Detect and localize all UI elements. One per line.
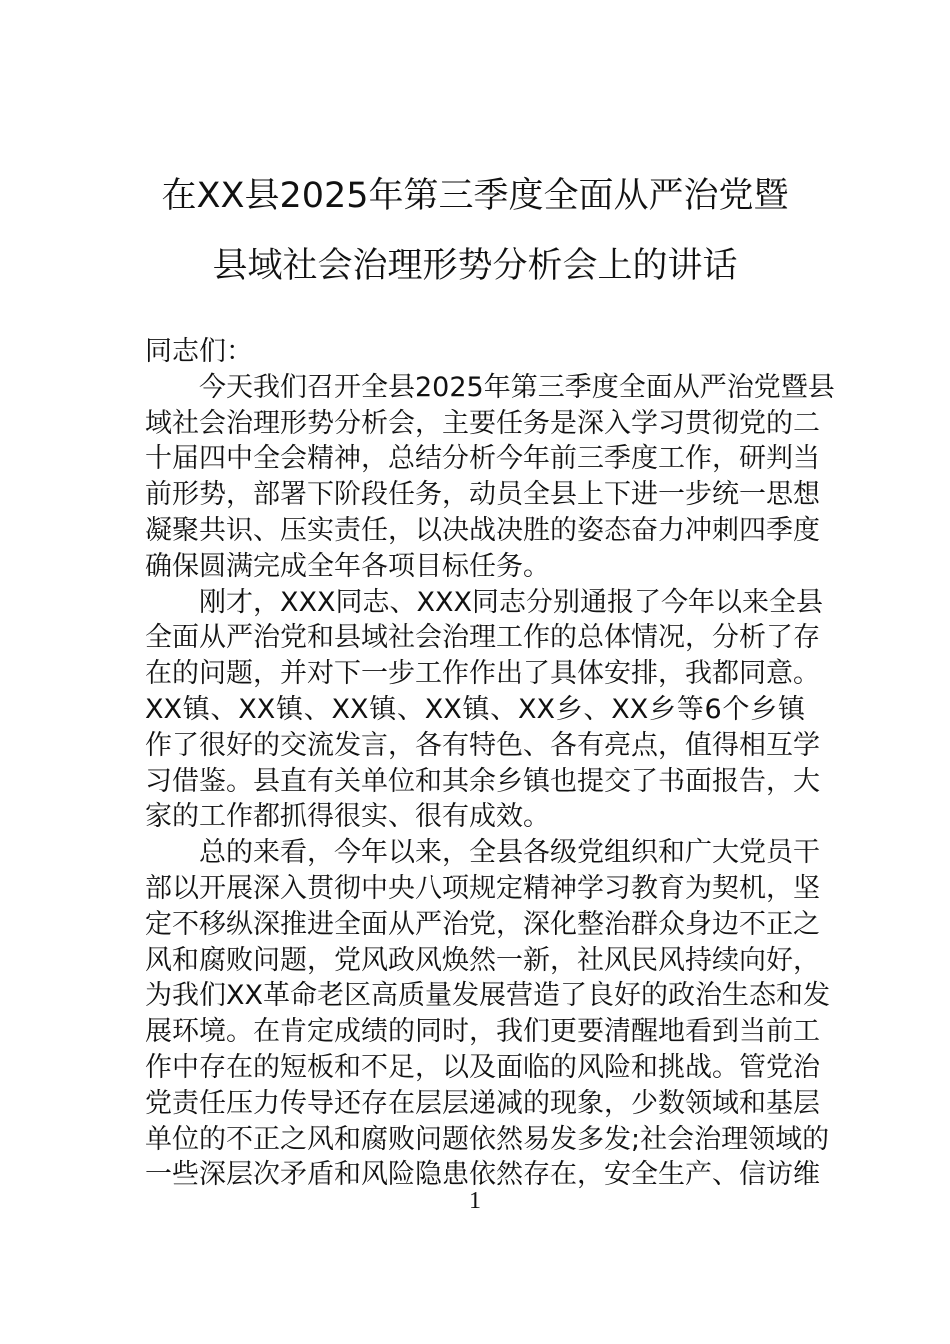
paragraph-line: 党责任压力传导还存在层层递减的现象，少数领域和基层 (145, 1087, 820, 1119)
paragraph-line: 域社会治理形势分析会，主要任务是深入学习贯彻党的二 (145, 407, 820, 439)
paragraph-line: 部以开展深入贯彻中央八项规定精神学习教育为契机，坚 (145, 872, 820, 904)
document-body (145, 334, 835, 1193)
page-number: 1 (469, 1188, 481, 1214)
paragraph-line: 在的问题，并对下一步工作作出了具体安排，我都同意。 (145, 658, 820, 690)
paragraph-line: 刚才，XXX同志、XXX同志分别通报了今年以来全县 (199, 586, 823, 618)
paragraph-line: 习借鉴。县直有关单位和其余乡镇也提交了书面报告，大 (145, 765, 820, 797)
document-title-line-2: 县域社会治理形势分析会上的讲话 (212, 246, 738, 286)
paragraph-line: 一些深层次矛盾和风险隐患依然存在，安全生产、信访维 (145, 1159, 820, 1191)
paragraph-line: 为我们XX革命老区高质量发展营造了良好的政治生态和发 (145, 980, 830, 1012)
paragraph-line: 前形势，部署下阶段任务，动员全县上下进一步统一思想 (145, 479, 820, 511)
paragraph-line: 今天我们召开全县2025年第三季度全面从严治党暨县 (199, 371, 835, 403)
paragraph-line: 总的来看，今年以来，全县各级党组织和广大党员干 (199, 837, 820, 869)
paragraph-line: 风和腐败问题，党风政风焕然一新，社风民风持续向好， (145, 944, 820, 976)
paragraph-line: 凝聚共识、压实责任，以决战决胜的姿态奋力冲刺四季度 (145, 514, 820, 546)
paragraph-line: 作中存在的短板和不足，以及面临的风险和挑战。管党治 (145, 1051, 820, 1083)
paragraph-line: 展环境。在肯定成绩的同时，我们更要清醒地看到当前工 (145, 1016, 820, 1048)
paragraph-line: XX镇、XX镇、XX镇、XX镇、XX乡、XX乡等6个乡镇 (145, 693, 805, 725)
paragraph-line: 作了很好的交流发言，各有特色、各有亮点，值得相互学 (145, 729, 820, 761)
paragraph-line: 十届四中全会精神，总结分析今年前三季度工作，研判当 (145, 443, 820, 475)
paragraph-line: 全面从严治党和县域社会治理工作的总体情况，分析了存 (145, 622, 820, 654)
paragraph-line: 确保圆满完成全年各项目标任务。 (145, 550, 550, 582)
paragraph-line: 单位的不正之风和腐败问题依然易发多发;社会治理领域的 (145, 1123, 830, 1155)
document-title-line-1: 在XX县2025年第三季度全面从严治党暨 (161, 176, 789, 216)
paragraph-line: 家的工作都抓得很实、很有成效。 (145, 801, 550, 833)
greeting: 同志们： (145, 336, 253, 367)
paragraph-line: 定不移纵深推进全面从严治党，深化整治群众身边不正之 (145, 908, 820, 940)
